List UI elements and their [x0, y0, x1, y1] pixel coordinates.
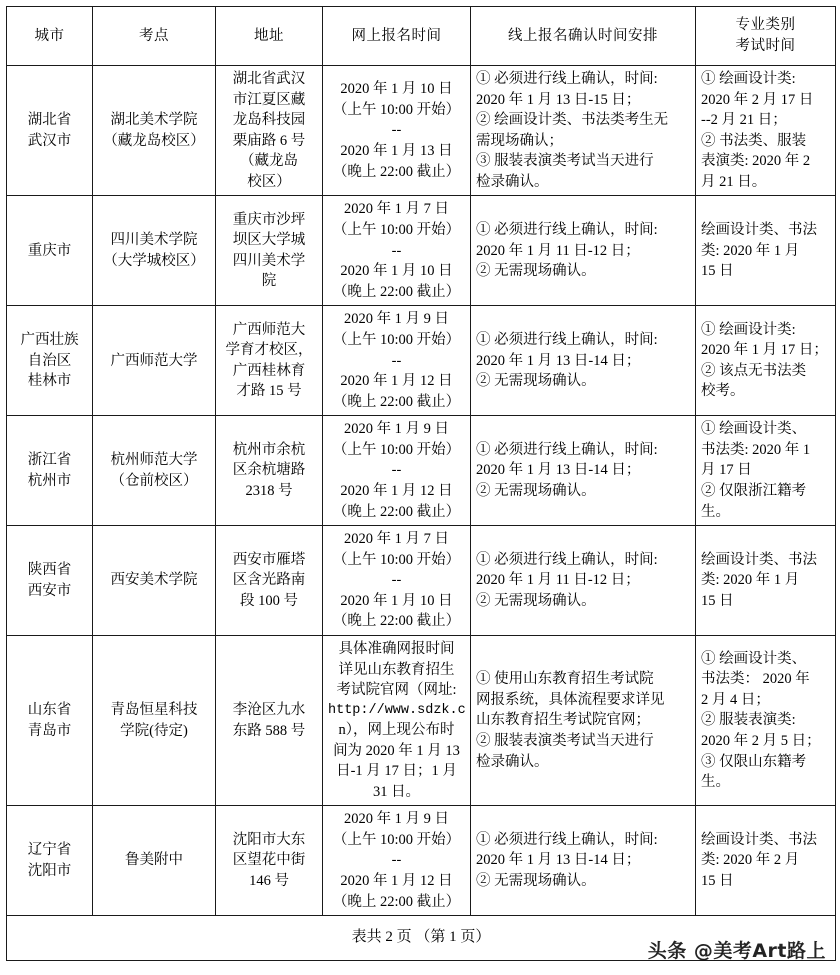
cell-line: 检录确认。 — [476, 173, 549, 190]
cell-line: -- — [391, 852, 402, 869]
cell-line: 日-1 月 17 日；1 月 — [336, 763, 457, 780]
cell-line: 学育才校区， — [225, 342, 313, 359]
cell-line: 湖北省武汉 — [232, 71, 306, 87]
table-header — [7, 7, 836, 66]
cell-line: 西安美术学院 — [110, 572, 198, 589]
cell-line: 院 — [261, 273, 277, 290]
cell-addr — [216, 806, 323, 916]
cell-line: ② 仅限浙江籍考 — [701, 482, 807, 499]
cell-line: 陕西省 — [27, 562, 72, 578]
cell-line: 广西师范大学 — [110, 352, 198, 369]
cell-line: 校区） — [247, 173, 291, 190]
column-header-line: 网上报名时间 — [351, 27, 442, 44]
cell-line: ① 必须进行线上确认，时间: — [476, 222, 658, 239]
cell-site — [93, 196, 216, 306]
cell-line: 区含光路南 — [232, 572, 306, 589]
column-header-addr — [216, 7, 323, 66]
cell-signup — [323, 806, 471, 916]
cell-line: 2020 年 1 月 11 日-12 日； — [476, 572, 640, 589]
cell-line: （晚上 22:00 截止） — [332, 893, 461, 910]
table-row — [7, 416, 836, 526]
cell-exam — [696, 306, 836, 416]
table-footer — [7, 916, 836, 961]
cell-line: 栗庙路 6 号 — [232, 132, 306, 149]
cell-line: 类: 2020 年 2 月 — [701, 852, 800, 869]
cell-line: 15 日 — [701, 592, 734, 609]
cell-line: http://www.sdzk.c — [328, 702, 466, 718]
cell-line: 31 日。 — [372, 783, 421, 800]
cell-line: 沈阳市 — [27, 862, 72, 879]
cell-line: 2318 号 — [245, 482, 293, 499]
cell-line: 2020 年 1 月 12 日 — [340, 872, 453, 889]
cell-line: 2020 年 1 月 9 日 — [343, 421, 450, 438]
cell-addr — [216, 66, 323, 196]
cell-line: 重庆市沙坪 — [232, 211, 306, 228]
column-header-line: 线上报名确认时间安排 — [508, 27, 658, 44]
cell-line: ② 绘画设计类、书法类考生无 — [476, 112, 669, 129]
cell-exam — [696, 66, 836, 196]
cell-line: ② 无需现场确认。 — [476, 592, 596, 609]
cell-line: 坝区大学城 — [232, 232, 306, 249]
cell-exam — [696, 806, 836, 916]
cell-line: 考试院官网（网址: — [336, 682, 457, 699]
cell-line: ① 必须进行线上确认，时间: — [476, 71, 658, 87]
cell-site — [93, 66, 216, 196]
cell-line: 生。 — [701, 774, 730, 791]
cell-line: 李沧区九水 — [232, 702, 306, 719]
cell-line: 鲁美附中 — [125, 852, 183, 869]
cell-line: ② 无需现场确认。 — [476, 872, 596, 889]
cell-line: （晚上 22:00 截止） — [332, 393, 461, 410]
cell-confirm — [471, 806, 696, 916]
cell-line: 2020 年 1 月 10 日 — [340, 81, 453, 98]
cell-signup — [323, 416, 471, 526]
cell-line: 检录确认。 — [476, 753, 549, 770]
cell-line: 广西壮族 — [20, 331, 79, 348]
cell-line: （晚上 22:00 截止） — [332, 503, 461, 520]
cell-line: 2020 年 1 月 13 日 — [340, 143, 453, 160]
page-count-label: 表共 2 页 （第 1 页） — [351, 929, 491, 946]
cell-signup — [323, 526, 471, 636]
column-header-signup — [323, 7, 471, 66]
cell-signup — [323, 196, 471, 306]
cell-line: 月 21 日。 — [701, 173, 767, 190]
cell-line: ① 必须进行线上确认，时间: — [476, 331, 658, 348]
column-header-line: 专业类别 — [735, 17, 796, 34]
cell-line: 区望花中街 — [232, 852, 306, 869]
cell-line: 浙江省 — [27, 452, 72, 469]
cell-line: 才路 15 号 — [236, 383, 302, 400]
footer-row — [7, 916, 836, 961]
cell-site — [93, 416, 216, 526]
cell-line: 段 100 号 — [240, 592, 298, 609]
cell-line: ② 服装表演类考试当天进行 — [476, 732, 654, 749]
cell-line: （仓前校区） — [110, 472, 198, 489]
cell-line: 山东教育招生考试院官网； — [476, 712, 650, 729]
cell-line: 青岛恒星科技 — [110, 702, 198, 719]
cell-line: ② 无需现场确认。 — [476, 482, 596, 499]
cell-line: 2020 年 1 月 10 日 — [340, 263, 453, 280]
cell-line: （上午 10:00 开始） — [332, 222, 461, 239]
cell-line: 市江夏区藏 — [232, 91, 306, 108]
table-row — [7, 636, 836, 806]
cell-site — [93, 526, 216, 636]
cell-city — [7, 416, 93, 526]
cell-line: （藏龙岛校区） — [103, 132, 205, 149]
cell-line: 2020 年 1 月 7 日 — [343, 531, 450, 548]
cell-line: 2020 年 1 月 13 日-14 日； — [476, 852, 641, 869]
table-row — [7, 66, 836, 196]
cell-line: 2020 年 1 月 7 日 — [343, 201, 450, 218]
cell-line: 146 号 — [249, 872, 289, 889]
header-row — [7, 7, 836, 66]
cell-line: 杭州师范大学 — [110, 452, 198, 469]
cell-line: ③ 服装表演类考试当天进行 — [476, 153, 654, 170]
cell-line: ③ 仅限山东籍考 — [701, 753, 807, 770]
cell-line: 2 月 4 日； — [701, 691, 770, 708]
cell-line: （上午 10:00 开始） — [332, 551, 461, 568]
cell-line: （大学城校区） — [103, 252, 205, 269]
cell-signup — [323, 66, 471, 196]
cell-line: ① 绘画设计类: — [701, 71, 796, 87]
column-header-line: 考点 — [139, 27, 169, 44]
cell-line: ① 必须进行线上确认，时间: — [476, 441, 658, 458]
cell-line: ① 使用山东教育招生考试院 — [476, 671, 654, 688]
cell-line: ① 绘画设计类、 — [701, 650, 807, 667]
cell-line: 15 日 — [701, 263, 734, 280]
cell-addr — [216, 526, 323, 636]
cell-confirm — [471, 526, 696, 636]
cell-line: 月 17 日 — [701, 462, 752, 479]
cell-line: （上午 10:00 开始） — [332, 331, 461, 348]
cell-line: （藏龙岛 — [240, 153, 298, 170]
cell-line: （晚上 22:00 截止） — [332, 613, 461, 630]
cell-line: 杭州市 — [27, 472, 72, 489]
cell-line: ② 该点无书法类 — [701, 362, 807, 379]
cell-addr — [216, 196, 323, 306]
cell-site — [93, 806, 216, 916]
cell-line: 湖北美术学院 — [110, 112, 198, 129]
cell-line: 2020 年 1 月 12 日 — [340, 482, 453, 499]
cell-line: 绘画设计类、书法 — [701, 831, 817, 848]
cell-line: ② 无需现场确认。 — [476, 373, 596, 390]
table-row — [7, 806, 836, 916]
table-body — [7, 66, 836, 916]
cell-exam — [696, 196, 836, 306]
cell-exam — [696, 526, 836, 636]
cell-city — [7, 66, 93, 196]
cell-line: ① 绘画设计类、 — [701, 421, 807, 438]
cell-line: 2020 年 1 月 17 日； — [701, 342, 828, 359]
exam-schedule-table — [6, 6, 836, 961]
cell-line: 杭州市余杭 — [232, 441, 306, 458]
cell-signup — [323, 306, 471, 416]
table-row — [7, 306, 836, 416]
cell-line: 2020 年 2 月 17 日 — [701, 91, 814, 108]
cell-line: 2020 年 2 月 5 日； — [701, 732, 821, 749]
cell-line: 2020 年 1 月 13 日-14 日； — [476, 462, 641, 479]
cell-line: 绘画设计类、书法 — [701, 551, 817, 568]
cell-line: ② 无需现场确认。 — [476, 263, 596, 280]
cell-line: -- — [391, 122, 402, 139]
table-row — [7, 526, 836, 636]
cell-confirm — [471, 196, 696, 306]
cell-line: 生。 — [701, 503, 730, 520]
cell-line: 龙岛科技园 — [232, 112, 306, 129]
cell-line: （上午 10:00 开始） — [332, 831, 461, 848]
cell-line: （晚上 22:00 截止） — [332, 163, 461, 180]
cell-line: 类: 2020 年 1 月 — [701, 242, 800, 259]
cell-line: 2020 年 1 月 11 日-12 日； — [476, 242, 640, 259]
cell-addr — [216, 306, 323, 416]
cell-line: 2020 年 1 月 12 日 — [340, 373, 453, 390]
cell-line: 2020 年 1 月 13 日-14 日； — [476, 352, 641, 369]
cell-line: 校考。 — [701, 383, 745, 400]
cell-city — [7, 306, 93, 416]
cell-line: 广西师范大 — [232, 321, 306, 338]
cell-line: 西安市雁塔 — [232, 551, 306, 568]
cell-line: 类: 2020 年 1 月 — [701, 572, 800, 589]
cell-city — [7, 196, 93, 306]
cell-line: 西安市 — [27, 582, 72, 599]
cell-line: 表演类: 2020 年 2 — [701, 153, 811, 170]
cell-line: （上午 10:00 开始） — [332, 101, 461, 118]
column-header-line: 考试时间 — [735, 38, 796, 54]
cell-line: 学院(待定) — [120, 722, 188, 739]
cell-city — [7, 526, 93, 636]
cell-signup — [323, 636, 471, 806]
cell-line: 桂林市 — [27, 373, 72, 390]
cell-line: -- — [391, 242, 402, 259]
cell-line: 自治区 — [27, 352, 72, 369]
cell-line: 四川美术学 — [232, 252, 306, 269]
cell-line: 沈阳市大东 — [232, 831, 306, 848]
cell-confirm — [471, 416, 696, 526]
cell-line: ② 书法类、服装 — [701, 132, 807, 149]
cell-line: 2020 年 1 月 9 日 — [343, 311, 450, 328]
cell-line: 山东省 — [27, 702, 72, 719]
cell-site — [93, 636, 216, 806]
cell-line: --2 月 21 日； — [701, 112, 787, 129]
cell-line: 四川美术学院 — [110, 232, 198, 249]
watermark: 头条 @美考Art路上 — [647, 940, 826, 962]
cell-line: 书法类： 2020 年 — [701, 671, 810, 688]
cell-addr — [216, 416, 323, 526]
cell-line: 网报系统，具体流程要求详见 — [476, 691, 665, 708]
cell-line: 湖北省 — [27, 112, 72, 129]
cell-line: 具体准确网报时间 — [338, 641, 455, 658]
column-header-line: 地址 — [254, 27, 284, 44]
cell-line: 2020 年 1 月 10 日 — [340, 592, 453, 609]
cell-addr — [216, 636, 323, 806]
cell-line: 广西桂林育 — [232, 362, 306, 379]
column-header-line: 城市 — [34, 27, 65, 44]
cell-line: ① 绘画设计类: — [701, 321, 796, 338]
cell-line: 15 日 — [701, 872, 734, 889]
footer-cell — [7, 916, 836, 961]
table-row — [7, 196, 836, 306]
cell-line: 需现场确认； — [476, 132, 563, 149]
cell-line: 武汉市 — [27, 132, 72, 149]
cell-line: 2020 年 1 月 13 日-15 日； — [476, 91, 641, 108]
cell-city — [7, 636, 93, 806]
column-header-exam — [696, 7, 836, 66]
cell-line: ① 必须进行线上确认，时间: — [476, 831, 658, 848]
cell-line: 重庆市 — [27, 242, 72, 259]
cell-line: ② 服装表演类: — [701, 712, 796, 729]
cell-exam — [696, 636, 836, 806]
column-header-confirm — [471, 7, 696, 66]
cell-line: 辽宁省 — [27, 842, 72, 859]
cell-line: n），网上现公布时 — [338, 721, 455, 738]
cell-line: 书法类: 2020 年 1 — [701, 441, 811, 458]
cell-line: 绘画设计类、书法 — [701, 222, 817, 239]
cell-line: 青岛市 — [27, 722, 72, 739]
cell-site — [93, 306, 216, 416]
column-header-city — [7, 7, 93, 66]
cell-line: （晚上 22:00 截止） — [332, 283, 461, 300]
cell-city — [7, 806, 93, 916]
cell-exam — [696, 416, 836, 526]
cell-line: -- — [391, 572, 402, 589]
cell-confirm — [471, 636, 696, 806]
cell-line: 2020 年 1 月 9 日 — [343, 811, 450, 828]
cell-line: -- — [391, 352, 402, 369]
cell-confirm — [471, 66, 696, 196]
cell-line: 区余杭塘路 — [232, 462, 306, 479]
cell-line: 间为 2020 年 1 月 13 — [333, 742, 460, 759]
cell-line: 详见山东教育招生 — [338, 661, 455, 678]
cell-line: 东路 588 号 — [232, 722, 306, 739]
cell-line: （上午 10:00 开始） — [332, 441, 461, 458]
column-header-site — [93, 7, 216, 66]
cell-line: ① 必须进行线上确认，时间: — [476, 551, 658, 568]
cell-confirm — [471, 306, 696, 416]
cell-line: -- — [391, 462, 402, 479]
